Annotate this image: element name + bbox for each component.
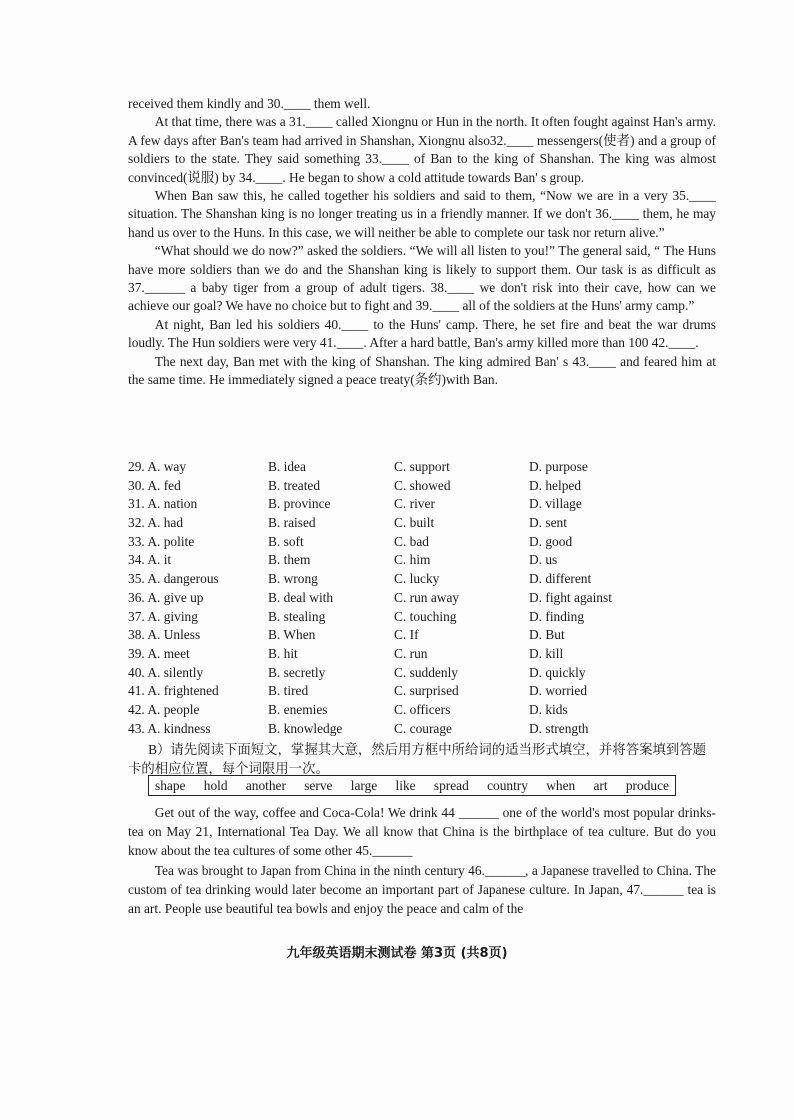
word-box-word: large [350, 777, 378, 793]
option-choice: C. suddenly [394, 664, 458, 680]
option-choice: C. run [394, 645, 428, 661]
option-choice: B. When [268, 627, 316, 643]
option-choice: B. wrong [268, 571, 318, 587]
option-choice: D. strength [529, 720, 589, 736]
option-choice: D. purpose [529, 459, 588, 474]
option-row [128, 645, 728, 664]
option-choice: 34. A. it [128, 552, 172, 568]
option-choice: C. If [394, 627, 419, 643]
option-choice: 38. A. Unless [128, 627, 201, 643]
option-choice: C. bad [394, 533, 429, 549]
paragraph: “What should we do now?” asked the soldiers. “We will all listen to you!” The general said, “ The Huns have more soldiers than we do and the Shanshan king is likely to support them. Our task is as difficult as 37.______ a baby tiger from a group of adult tigers. 38.____ we don't risk into their cave, how can we achieve our goal? We have no choice but to fight and 39.____ all of the soldiers at the Huns' army camp.” [128, 243, 716, 314]
word-box-word: another [245, 777, 286, 793]
option-choice: D. finding [529, 608, 585, 624]
option-choice: D. helped [529, 477, 582, 493]
word-box-word: hold [203, 777, 228, 793]
word-box-word: serve [304, 777, 333, 793]
option-row [128, 570, 728, 589]
option-choice: D. sent [529, 515, 567, 531]
option-choice: B. treated [268, 477, 321, 493]
page-footer: 九年级英语期末测试卷 第3页 (共8页) [286, 946, 508, 961]
option-row [128, 551, 728, 570]
option-choice: C. lucky [394, 571, 440, 587]
option-choice: 32. A. had [128, 515, 184, 531]
option-choice: D. good [529, 533, 573, 549]
paragraph: The next day, Ban met with the king of Shanshan. The king admired Ban' s 43.____ and feared him at the same time. He immediately signed a peace treaty(条约)with Ban. [128, 353, 716, 388]
option-row [128, 514, 728, 533]
option-choice: B. enemies [268, 701, 328, 717]
word-box-word: like [395, 777, 416, 793]
option-choice: B. raised [268, 515, 316, 531]
word-box-word: when [546, 777, 576, 793]
option-choice: 35. A. dangerous [128, 571, 219, 587]
option-choice: C. river [394, 496, 435, 512]
option-choice: C. built [394, 515, 435, 531]
option-choice: C. support [394, 459, 450, 474]
option-choice: D. kids [529, 701, 568, 717]
option-choice: B. tired [268, 683, 309, 699]
paragraph: Get out of the way, coffee and Coca-Cola! We drink 44 ______ one of the world's most popular drinks-tea on May 21, International Tea Day. We all know that China is the birthplace of tea culture. But do you know about the tea cultures of some other 45.______ [128, 805, 716, 859]
paragraph: At night, Ban led his soldiers 40.____ to the Huns' camp. There, he set fire and beat the war drums loudly. The Hun soldiers were very 41.____. After a hard battle, Ban's army killed more than 100 42.____. [128, 316, 716, 351]
option-choice: B. them [268, 552, 311, 568]
option-choice: 29. A. way [128, 459, 187, 474]
word-box [148, 775, 676, 796]
paragraph: received them kindly and 30.____ them well. [128, 96, 371, 111]
option-row [128, 533, 728, 552]
option-choice: C. showed [394, 477, 451, 493]
option-choice: C. touching [394, 608, 457, 624]
option-choice: C. surprised [394, 683, 459, 699]
option-row [128, 589, 728, 608]
paragraph: Tea was brought to Japan from China in the ninth century 46.______, a Japanese travelled to China. The custom of tea drinking would later become an important part of Japanese culture. In Japan, 47.______ tea is an art. People use beautiful tea bowls and enjoy the peace and calm of the [128, 862, 716, 917]
passage-1 [128, 95, 716, 390]
option-choice: C. run away [394, 589, 460, 605]
section-b-instruction [128, 740, 718, 778]
option-choice: 31. A. nation [128, 496, 198, 512]
option-choice: C. him [394, 552, 431, 568]
option-choice: D. village [529, 496, 582, 512]
word-box-word: spread [433, 777, 469, 793]
option-choice: 30. A. fed [128, 477, 181, 493]
option-choice: B. secretly [268, 664, 326, 680]
option-row [128, 495, 728, 514]
option-choice: B. idea [268, 459, 306, 474]
option-choice: D. fight against [529, 589, 612, 605]
option-choice: B. soft [268, 533, 304, 549]
option-choice: 39. A. meet [128, 645, 190, 661]
instruction-text: B）请先阅读下面短文，掌握其大意，然后用方框中所给词的适当形式填空，并将答案填到答题卡的相应位置，每个词限用一次。 [128, 742, 707, 776]
option-choice: B. hit [268, 645, 298, 661]
option-choice: 33. A. polite [128, 533, 195, 549]
option-row [128, 626, 728, 645]
option-row [128, 682, 728, 701]
option-choice: D. quickly [529, 664, 586, 680]
option-choice: B. knowledge [268, 720, 343, 736]
option-choice: D. different [529, 571, 592, 587]
word-box-word: country [487, 777, 528, 793]
option-row [128, 477, 728, 496]
option-choice: B. province [268, 496, 331, 512]
option-choice: 37. A. giving [128, 608, 198, 624]
paragraph: At that time, there was a 31.____ called Xiongnu or Hun in the north. It often fought against Han's army. A few days after Ban's team had arrived in Shanshan, Xiongnu also32.____ messengers(使者) and a group of soldiers to the state. They said something 33.____ of Ban to the king of Shanshan. The king was almost convinced(说服) by 34.____. He began to show a cold attitude towards Ban' s group. [128, 114, 717, 185]
option-choice: D. kill [529, 645, 564, 661]
passage-2 [128, 803, 716, 918]
option-choice: D. us [529, 552, 558, 568]
option-choice: D. worried [529, 683, 588, 699]
word-box-word: shape [155, 777, 186, 793]
option-choice: 42. A. people [128, 701, 200, 717]
word-box-word: produce [625, 777, 669, 793]
option-choice: B. deal with [268, 589, 334, 605]
option-row [128, 720, 728, 739]
option-row [128, 701, 728, 720]
option-choice: C. officers [394, 701, 451, 717]
option-choice: C. courage [394, 720, 453, 736]
option-row [128, 458, 728, 477]
option-choice: 36. A. give up [128, 589, 204, 605]
options-list [128, 458, 728, 738]
option-choice: 43. A. kindness [128, 720, 211, 736]
word-box-word: art [593, 777, 608, 793]
paragraph: When Ban saw this, he called together his soldiers and said to them, “Now we are in a very 35.____ situation. The Shanshan king is no longer treating us in a friendly manner. If we don't 36.____ them, he may hand us over to the Huns. In this case, we will neither be able to complete our task nor return alive.” [128, 188, 716, 240]
option-row [128, 608, 728, 627]
option-choice: D. But [529, 627, 565, 643]
option-choice: 41. A. frightened [128, 683, 219, 699]
option-choice: 40. A. silently [128, 664, 204, 680]
option-choice: B. stealing [268, 608, 326, 624]
option-row [128, 664, 728, 683]
